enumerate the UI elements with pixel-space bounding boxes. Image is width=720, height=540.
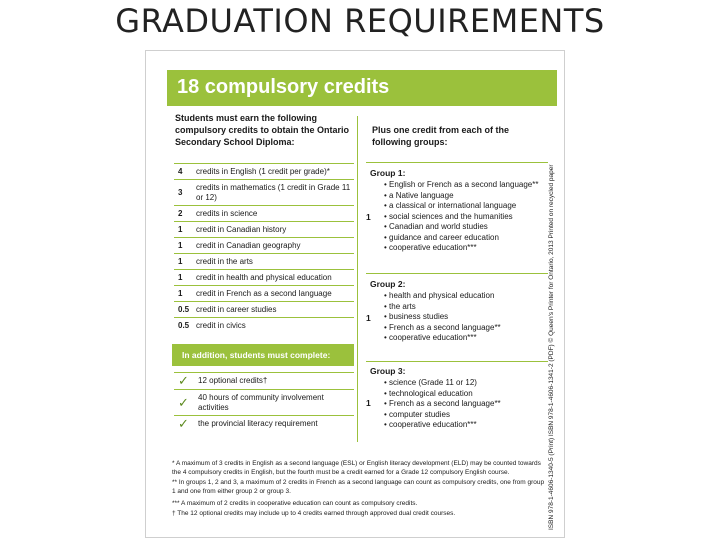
credit-row: 0.5 credit in career studies	[174, 301, 354, 317]
compulsory-credit-list	[174, 163, 354, 333]
list-item: • business studies	[384, 312, 449, 321]
credit-row: 4 credits in English (1 credit per grade)*	[174, 163, 354, 179]
requirement-row: ✓ 12 optional credits†	[174, 372, 354, 389]
list-item: • cooperative education***	[384, 420, 477, 429]
list-item: • a Native language	[384, 190, 454, 200]
footnote: † The 12 optional credits may include up to 4 credits earned through approved dual credit courses.	[172, 510, 456, 517]
credit-row: 3 credits in mathematics (1 credit in Grade 11 or 12)	[174, 179, 354, 205]
list-item: • health and physical education	[384, 291, 495, 300]
group-separator	[366, 361, 548, 362]
credits-header-bar	[167, 70, 557, 106]
requirement-row: ✓ 40 hours of community involvement activities	[174, 389, 354, 415]
slide-title: GRADUATION REQUIREMENTS	[115, 2, 605, 40]
credit-row: 1 credit in the arts	[174, 253, 354, 269]
list-item: • the arts	[384, 301, 416, 311]
credit-row: 1 credit in Canadian history	[174, 221, 354, 237]
footnote: * A maximum of 3 credits in English as a second language (ESL) or English literacy development (ELD) may be counted towards the 4 compulsory credits in English, but the fourth must be a credit earned for a Grade 12 compulsory English course.	[172, 460, 541, 476]
credit-row: 2 credits in science	[174, 205, 354, 221]
list-item: • cooperative education***	[384, 243, 477, 252]
column-divider	[357, 116, 358, 442]
footnote: ** In groups 1, 2 and 3, a maximum of 2 credits in French as a second language can count as compulsory credits, one from group 1 and one from either group 2 or group 3.	[172, 479, 545, 495]
list-item: • guidance and career education	[384, 232, 499, 242]
group-1	[366, 168, 548, 254]
addition-header: In addition, students must complete:	[172, 344, 354, 366]
additional-requirements-list	[174, 372, 354, 432]
credit-row: 1 credit in French as a second language	[174, 285, 354, 301]
list-item: • science (Grade 11 or 12)	[384, 378, 477, 387]
group-separator	[366, 273, 548, 274]
group-1-credit: 1	[366, 212, 371, 222]
group-3-title: Group 3:	[370, 366, 406, 376]
list-item: • computer studies	[384, 409, 450, 419]
requirement-row: ✓ the provincial literacy requirement	[174, 415, 354, 432]
credit-row: 1 credit in health and physical education	[174, 269, 354, 285]
intro-text: Students must earn the following compulsory credits to obtain the Ontario Secondary School Diploma:	[175, 113, 350, 147]
side-print-info	[548, 110, 560, 530]
credits-header: 18 compulsory credits	[177, 76, 390, 98]
list-item: • French as a second language**	[384, 399, 501, 408]
group-2-credit: 1	[366, 313, 371, 323]
list-item: • a classical or international language	[384, 201, 517, 210]
group-3-credit: 1	[366, 398, 371, 408]
list-item: • English or French as a second language**	[384, 180, 539, 189]
side-print-text: ISBN 978-1-4606-1340-5 (Print) ISBN 978-1-4606-1341-2 (PDF) © Queen's Printer for Ontario, 2013 Printed on recycled paper	[548, 164, 555, 530]
credit-row: 0.5 credit in civics	[174, 317, 354, 333]
group-2	[366, 279, 548, 344]
list-item: • Canadian and world studies	[384, 222, 488, 231]
list-item: • French as a second language**	[384, 322, 501, 332]
list-item: • technological education	[384, 388, 473, 398]
credit-row: 1 credit in Canadian geography	[174, 237, 354, 253]
check-icon: ✓	[178, 373, 189, 388]
check-icon: ✓	[178, 394, 189, 410]
group-3	[366, 366, 548, 431]
list-item: • cooperative education***	[384, 333, 477, 342]
footnote: *** A maximum of 2 credits in cooperative education can count as compulsory credits.	[172, 500, 418, 507]
group-2-title: Group 2:	[370, 279, 406, 289]
group-1-title: Group 1:	[370, 168, 406, 178]
check-icon: ✓	[178, 416, 189, 431]
group-separator	[366, 162, 548, 163]
groups-intro: Plus one credit from each of the following groups:	[372, 125, 510, 147]
list-item: • social sciences and the humanities	[384, 211, 513, 221]
